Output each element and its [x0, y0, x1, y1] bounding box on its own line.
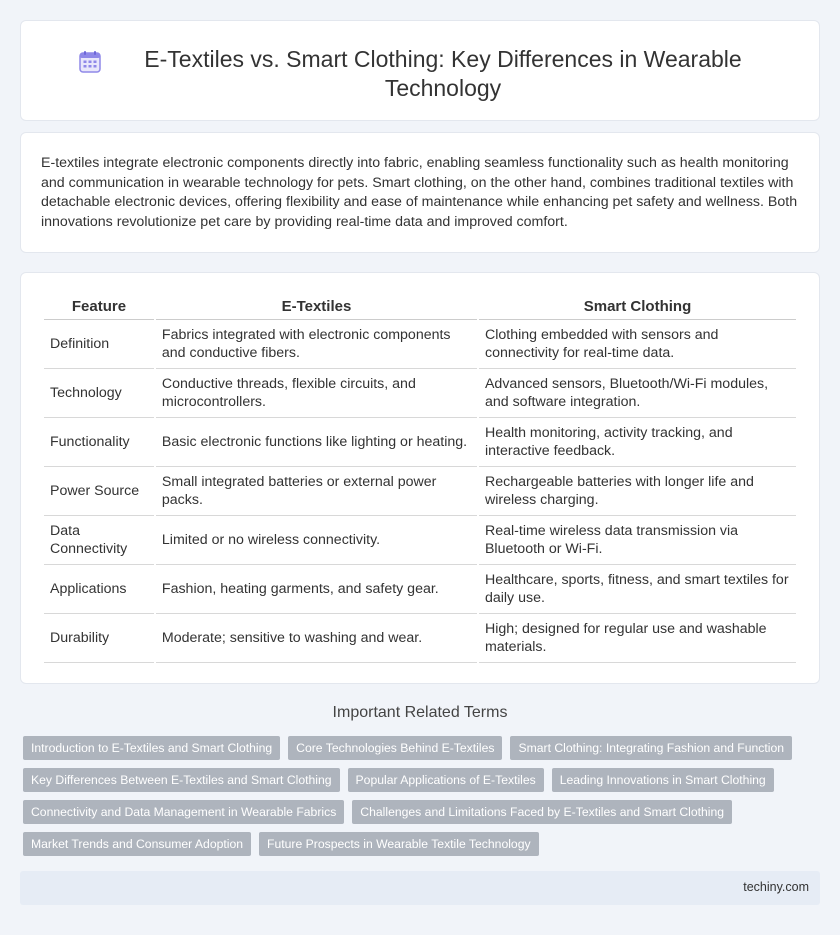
intro-paragraph: E-textiles integrate electronic components directly into fabric, enabling seamless functionality such as health monitoring and communication in wearable technology for pets. Smart clothing, on the other hand, combines traditional textiles with detachable electronic devices, offering flexibility and ease of maintenance while enhancing pet safety and wellness. Both innovations revolutionize pet care by providing real-time data and improved comfort. [41, 155, 798, 230]
related-term-tag[interactable]: Future Prospects in Wearable Textile Technology [259, 832, 539, 856]
comparison-table-card [20, 272, 820, 684]
footer-site-link[interactable]: techiny.com [743, 880, 809, 894]
table-row [44, 418, 796, 467]
related-terms-list [23, 736, 813, 856]
e-textiles-cell: Fashion, heating garments, and safety gear. [156, 565, 477, 614]
e-textiles-cell: Basic electronic functions like lighting or heating. [156, 418, 477, 467]
feature-cell: Technology [44, 369, 154, 418]
feature-cell: Functionality [44, 418, 154, 467]
table-row [44, 565, 796, 614]
footer [20, 871, 820, 905]
table-row [44, 369, 796, 418]
e-textiles-cell: Moderate; sensitive to washing and wear. [156, 614, 477, 663]
e-textiles-cell: Conductive threads, flexible circuits, and microcontrollers. [156, 369, 477, 418]
header-e-textiles: E-Textiles [156, 291, 477, 320]
feature-cell: Applications [44, 565, 154, 614]
table-row [44, 320, 796, 369]
smart-clothing-cell: Rechargeable batteries with longer life and wireless charging. [479, 467, 796, 516]
smart-clothing-cell: Clothing embedded with sensors and connectivity for real-time data. [479, 320, 796, 369]
e-textiles-cell: Fabrics integrated with electronic components and conductive fibers. [156, 320, 477, 369]
feature-cell: Durability [44, 614, 154, 663]
smart-clothing-cell: Healthcare, sports, fitness, and smart textiles for daily use. [479, 565, 796, 614]
related-term-tag[interactable]: Introduction to E-Textiles and Smart Clothing [23, 736, 280, 760]
related-term-tag[interactable]: Market Trends and Consumer Adoption [23, 832, 251, 856]
e-textiles-cell: Limited or no wireless connectivity. [156, 516, 477, 565]
related-term-tag[interactable]: Key Differences Between E-Textiles and Smart Clothing [23, 768, 340, 792]
related-term-tag[interactable]: Challenges and Limitations Faced by E-Textiles and Smart Clothing [352, 800, 732, 824]
smart-clothing-cell: High; designed for regular use and washable materials. [479, 614, 796, 663]
comparison-table [42, 291, 798, 663]
related-term-tag[interactable]: Leading Innovations in Smart Clothing [552, 768, 774, 792]
feature-cell: Data Connectivity [44, 516, 154, 565]
smart-clothing-cell: Health monitoring, activity tracking, and interactive feedback. [479, 418, 796, 467]
table-header-row [44, 291, 796, 320]
header-smart-clothing: Smart Clothing [479, 291, 796, 320]
smart-clothing-cell: Advanced sensors, Bluetooth/Wi-Fi modules, and software integration. [479, 369, 796, 418]
smart-clothing-cell: Real-time wireless data transmission via Bluetooth or Wi-Fi. [479, 516, 796, 565]
related-terms-heading: Important Related Terms [332, 704, 508, 721]
feature-cell: Definition [44, 320, 154, 369]
table-row [44, 614, 796, 663]
page-title: E-Textiles vs. Smart Clothing: Key Differences in Wearable Technology [144, 46, 742, 101]
feature-cell: Power Source [44, 467, 154, 516]
table-row [44, 516, 796, 565]
related-term-tag[interactable]: Connectivity and Data Management in Wearable Fabrics [23, 800, 344, 824]
calendar-grid-icon [77, 49, 103, 75]
header-card [20, 20, 820, 121]
header-feature: Feature [44, 291, 154, 320]
related-term-tag[interactable]: Core Technologies Behind E-Textiles [288, 736, 502, 760]
table-row [44, 467, 796, 516]
related-term-tag[interactable]: Popular Applications of E-Textiles [348, 768, 544, 792]
intro-card [20, 132, 820, 253]
e-textiles-cell: Small integrated batteries or external power packs. [156, 467, 477, 516]
related-term-tag[interactable]: Smart Clothing: Integrating Fashion and Function [510, 736, 792, 760]
